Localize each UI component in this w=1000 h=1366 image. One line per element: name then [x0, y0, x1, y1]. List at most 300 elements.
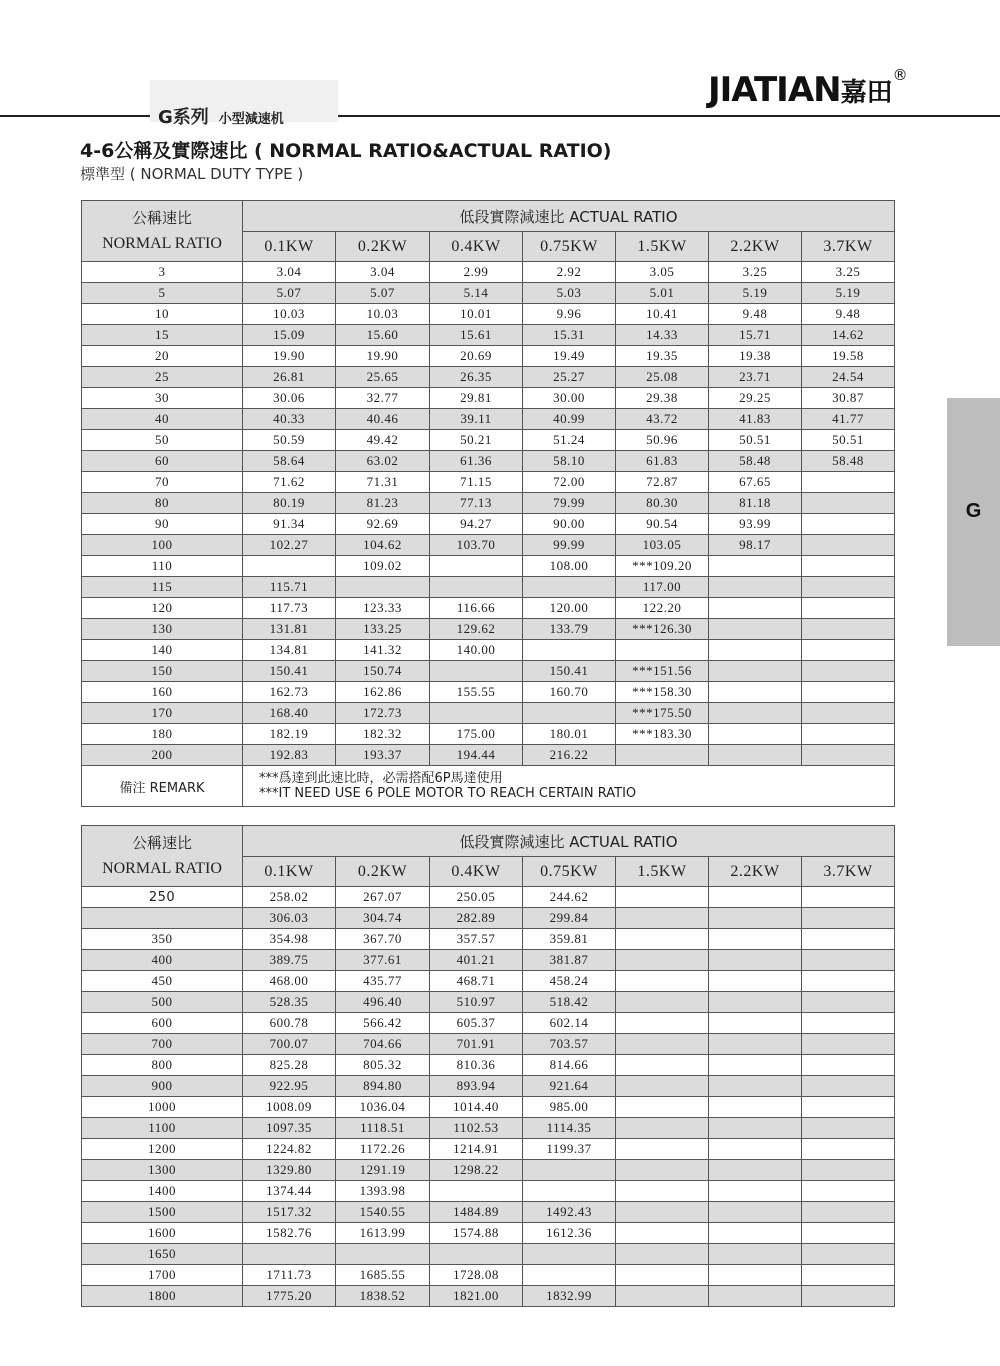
header-rule-right: [338, 115, 1000, 117]
actual-ratio-cell: 41.77: [802, 409, 895, 430]
actual-ratio-cell: [802, 745, 895, 766]
normal-ratio-cell: 110: [82, 556, 243, 577]
table-row: [82, 1055, 895, 1076]
actual-ratio-cell: 150.41: [523, 661, 616, 682]
actual-ratio-cell: 43.72: [616, 409, 709, 430]
actual-ratio-cell: 117.00: [616, 577, 709, 598]
actual-ratio-cell: 25.08: [616, 367, 709, 388]
actual-ratio-cell: 805.32: [336, 1055, 430, 1076]
actual-ratio-cell: [709, 1286, 802, 1307]
actual-ratio-cell: 41.83: [709, 409, 802, 430]
actual-ratio-cell: 1582.76: [243, 1223, 336, 1244]
brand-logo: [708, 66, 907, 110]
actual-ratio-cell: 3.25: [709, 262, 802, 283]
actual-ratio-cell: [802, 950, 895, 971]
actual-ratio-cell: [802, 1034, 895, 1055]
table-row: [82, 451, 895, 472]
actual-ratio-cell: 3.25: [802, 262, 895, 283]
actual-ratio-cell: 29.38: [616, 388, 709, 409]
actual-ratio-cell: 703.57: [523, 1034, 616, 1055]
table-row: [82, 493, 895, 514]
actual-ratio-cell: [802, 1244, 895, 1265]
actual-ratio-cell: 30.87: [802, 388, 895, 409]
actual-ratio-cell: ***151.56: [616, 661, 709, 682]
actual-ratio-cell: [709, 992, 802, 1013]
actual-ratio-cell: 50.21: [430, 430, 523, 451]
table-row: [82, 409, 895, 430]
actual-ratio-cell: 1097.35: [243, 1118, 336, 1139]
actual-ratio-cell: ***109.20: [616, 556, 709, 577]
actual-ratio-cell: [616, 1202, 709, 1223]
table-row: [82, 388, 895, 409]
table-row: [82, 598, 895, 619]
actual-ratio-cell: [709, 929, 802, 950]
actual-ratio-cell: 258.02: [243, 887, 336, 908]
actual-ratio-cell: [709, 1244, 802, 1265]
actual-ratio-cell: 182.19: [243, 724, 336, 745]
actual-ratio-cell: [802, 640, 895, 661]
actual-ratio-cell: 605.37: [430, 1013, 523, 1034]
actual-ratio-cell: [709, 724, 802, 745]
ratio-table-2-body: [82, 887, 895, 1307]
actual-ratio-cell: [616, 908, 709, 929]
actual-ratio-cell: 58.48: [802, 451, 895, 472]
actual-ratio-cell: 985.00: [523, 1097, 616, 1118]
actual-ratio-cell: 81.23: [336, 493, 430, 514]
actual-ratio-cell: [709, 1097, 802, 1118]
actual-ratio-cell: 5.03: [523, 283, 616, 304]
actual-ratio-cell: [709, 1076, 802, 1097]
actual-ratio-cell: [802, 971, 895, 992]
actual-ratio-cell: 19.58: [802, 346, 895, 367]
actual-ratio-cell: 5.14: [430, 283, 523, 304]
actual-ratio-cell: [430, 1244, 523, 1265]
actual-ratio-cell: 19.90: [336, 346, 430, 367]
table-row: [82, 1076, 895, 1097]
actual-ratio-cell: 528.35: [243, 992, 336, 1013]
actual-ratio-cell: [616, 1223, 709, 1244]
normal-ratio-cell: 40: [82, 409, 243, 430]
normal-ratio-cell: 60: [82, 451, 243, 472]
actual-ratio-cell: 10.01: [430, 304, 523, 325]
actual-ratio-cell: [336, 1244, 430, 1265]
actual-ratio-cell: [709, 661, 802, 682]
actual-ratio-cell: 49.42: [336, 430, 430, 451]
power-header: 3.7KW: [802, 232, 895, 262]
actual-ratio-cell: 19.90: [243, 346, 336, 367]
table-row: [82, 992, 895, 1013]
actual-ratio-cell: [802, 1076, 895, 1097]
table-row: [82, 367, 895, 388]
actual-ratio-cell: 50.51: [802, 430, 895, 451]
actual-ratio-cell: 15.71: [709, 325, 802, 346]
actual-ratio-cell: [616, 1055, 709, 1076]
actual-ratio-cell: 80.30: [616, 493, 709, 514]
table-row: [82, 619, 895, 640]
actual-ratio-cell: 1199.37: [523, 1139, 616, 1160]
actual-ratio-cell: [243, 1244, 336, 1265]
actual-ratio-cell: 58.10: [523, 451, 616, 472]
actual-ratio-cell: 92.69: [336, 514, 430, 535]
actual-ratio-cell: 216.22: [523, 745, 616, 766]
actual-ratio-cell: [430, 556, 523, 577]
normal-ratio-cell: 1100: [82, 1118, 243, 1139]
actual-ratio-cell: [709, 1034, 802, 1055]
actual-ratio-cell: 134.81: [243, 640, 336, 661]
actual-ratio-cell: 1298.22: [430, 1160, 523, 1181]
actual-ratio-cell: [709, 971, 802, 992]
actual-ratio-cell: 162.86: [336, 682, 430, 703]
actual-ratio-cell: [616, 1118, 709, 1139]
power-header: 0.1KW: [243, 857, 336, 887]
actual-ratio-cell: [523, 1265, 616, 1286]
normal-ratio-cell: 90: [82, 514, 243, 535]
actual-ratio-cell: 810.36: [430, 1055, 523, 1076]
actual-ratio-cell: 468.71: [430, 971, 523, 992]
normal-ratio-cell: 1800: [82, 1286, 243, 1307]
actual-ratio-cell: 1291.19: [336, 1160, 430, 1181]
actual-ratio-cell: 1484.89: [430, 1202, 523, 1223]
actual-ratio-cell: 510.97: [430, 992, 523, 1013]
power-header: 0.2KW: [336, 857, 430, 887]
normal-ratio-cell: 400: [82, 950, 243, 971]
actual-ratio-cell: 26.81: [243, 367, 336, 388]
actual-ratio-cell: 10.41: [616, 304, 709, 325]
normal-ratio-cell: 1600: [82, 1223, 243, 1244]
actual-ratio-cell: 26.35: [430, 367, 523, 388]
actual-ratio-cell: 50.59: [243, 430, 336, 451]
normal-ratio-cell: 450: [82, 971, 243, 992]
actual-ratio-cell: 40.99: [523, 409, 616, 430]
actual-ratio-cell: 40.33: [243, 409, 336, 430]
actual-ratio-cell: 108.00: [523, 556, 616, 577]
table-row: [82, 472, 895, 493]
actual-ratio-cell: 825.28: [243, 1055, 336, 1076]
actual-ratio-cell: 922.95: [243, 1076, 336, 1097]
actual-ratio-cell: 267.07: [336, 887, 430, 908]
actual-ratio-cell: 90.00: [523, 514, 616, 535]
normal-ratio-cell: 70: [82, 472, 243, 493]
actual-ratio-cell: [616, 1286, 709, 1307]
normal-ratio-cell: [82, 908, 243, 929]
actual-ratio-cell: [616, 992, 709, 1013]
actual-ratio-cell: 192.83: [243, 745, 336, 766]
actual-ratio-cell: 15.31: [523, 325, 616, 346]
normal-ratio-cell: 120: [82, 598, 243, 619]
table-row: [82, 682, 895, 703]
actual-ratio-cell: 20.69: [430, 346, 523, 367]
power-header: 0.75KW: [523, 232, 616, 262]
brand-name: JIATIAN: [708, 70, 841, 110]
table-row: [82, 1223, 895, 1244]
actual-ratio-cell: [616, 929, 709, 950]
actual-ratio-cell: [523, 577, 616, 598]
actual-ratio-cell: 306.03: [243, 908, 336, 929]
table-row: [82, 1139, 895, 1160]
actual-ratio-cell: 9.96: [523, 304, 616, 325]
actual-ratio-cell: 3.04: [336, 262, 430, 283]
table-row: [82, 430, 895, 451]
normal-ratio-cell: 115: [82, 577, 243, 598]
actual-ratio-header: 低段實際減速比 ACTUAL RATIO: [243, 826, 895, 857]
actual-ratio-cell: 99.99: [523, 535, 616, 556]
actual-ratio-cell: 1685.55: [336, 1265, 430, 1286]
actual-ratio-cell: 150.41: [243, 661, 336, 682]
actual-ratio-cell: [616, 971, 709, 992]
actual-ratio-cell: 304.74: [336, 908, 430, 929]
actual-ratio-cell: [802, 493, 895, 514]
table-row: [82, 887, 895, 908]
normal-ratio-cell: 700: [82, 1034, 243, 1055]
normal-ratio-cell: 1650: [82, 1244, 243, 1265]
actual-ratio-cell: 133.25: [336, 619, 430, 640]
actual-ratio-cell: [709, 908, 802, 929]
actual-ratio-cell: 129.62: [430, 619, 523, 640]
series-title-main: G系列: [158, 107, 209, 128]
actual-ratio-cell: 15.61: [430, 325, 523, 346]
actual-ratio-cell: 1711.73: [243, 1265, 336, 1286]
actual-ratio-cell: [802, 1139, 895, 1160]
actual-ratio-cell: 1832.99: [523, 1286, 616, 1307]
section-title: 4-6公稱及實際速比 ( NORMAL RATIO&ACTUAL RATIO): [80, 140, 612, 162]
actual-ratio-cell: 15.09: [243, 325, 336, 346]
actual-ratio-cell: [709, 640, 802, 661]
actual-ratio-cell: [802, 661, 895, 682]
actual-ratio-cell: 401.21: [430, 950, 523, 971]
normal-ratio-cell: 1300: [82, 1160, 243, 1181]
table-row: [82, 1244, 895, 1265]
actual-ratio-cell: 63.02: [336, 451, 430, 472]
actual-ratio-cell: 2.99: [430, 262, 523, 283]
table-row: [82, 283, 895, 304]
actual-ratio-cell: 32.77: [336, 388, 430, 409]
actual-ratio-cell: [802, 598, 895, 619]
normal-ratio-cell: 170: [82, 703, 243, 724]
actual-ratio-cell: 102.27: [243, 535, 336, 556]
normal-ratio-header-en: NORMAL RATIO: [102, 235, 222, 252]
normal-ratio-cell: 500: [82, 992, 243, 1013]
actual-ratio-cell: ***158.30: [616, 682, 709, 703]
actual-ratio-cell: 1008.09: [243, 1097, 336, 1118]
actual-ratio-cell: [709, 1055, 802, 1076]
actual-ratio-cell: 103.70: [430, 535, 523, 556]
actual-ratio-cell: 19.49: [523, 346, 616, 367]
power-header: 1.5KW: [616, 232, 709, 262]
actual-ratio-cell: 5.07: [243, 283, 336, 304]
actual-ratio-cell: 67.65: [709, 472, 802, 493]
actual-ratio-cell: [709, 1223, 802, 1244]
actual-ratio-cell: [802, 1160, 895, 1181]
actual-ratio-cell: [802, 1097, 895, 1118]
actual-ratio-cell: [616, 1160, 709, 1181]
actual-ratio-cell: [802, 703, 895, 724]
actual-ratio-cell: [616, 745, 709, 766]
actual-ratio-cell: 244.62: [523, 887, 616, 908]
actual-ratio-cell: 168.40: [243, 703, 336, 724]
ratio-table-1: [81, 200, 895, 807]
normal-ratio-cell: 20: [82, 346, 243, 367]
actual-ratio-cell: [709, 703, 802, 724]
table-row: [82, 304, 895, 325]
actual-ratio-cell: [616, 1097, 709, 1118]
remark-line-cn: ***爲達到此速比時，必需搭配6P馬達使用: [259, 771, 503, 786]
actual-ratio-cell: 9.48: [709, 304, 802, 325]
normal-ratio-header: [82, 826, 243, 887]
side-tab-label: G: [965, 500, 982, 522]
normal-ratio-header-cn: 公稱速比: [131, 834, 192, 852]
actual-ratio-cell: 5.19: [709, 283, 802, 304]
actual-ratio-cell: [802, 619, 895, 640]
table-row: [82, 745, 895, 766]
actual-ratio-cell: [709, 598, 802, 619]
actual-ratio-cell: 1728.08: [430, 1265, 523, 1286]
actual-ratio-cell: 435.77: [336, 971, 430, 992]
actual-ratio-cell: 814.66: [523, 1055, 616, 1076]
actual-ratio-cell: 141.32: [336, 640, 430, 661]
actual-ratio-cell: 180.01: [523, 724, 616, 745]
actual-ratio-cell: 79.99: [523, 493, 616, 514]
ratio-table-2: [81, 825, 895, 1307]
actual-ratio-cell: 701.91: [430, 1034, 523, 1055]
actual-ratio-cell: 98.17: [709, 535, 802, 556]
actual-ratio-cell: 24.54: [802, 367, 895, 388]
normal-ratio-cell: 80: [82, 493, 243, 514]
actual-ratio-cell: 1036.04: [336, 1097, 430, 1118]
actual-ratio-cell: 77.13: [430, 493, 523, 514]
actual-ratio-cell: 282.89: [430, 908, 523, 929]
actual-ratio-cell: 458.24: [523, 971, 616, 992]
actual-ratio-cell: [802, 1202, 895, 1223]
actual-ratio-cell: 103.05: [616, 535, 709, 556]
actual-ratio-cell: [802, 472, 895, 493]
actual-ratio-cell: 5.19: [802, 283, 895, 304]
actual-ratio-cell: 91.34: [243, 514, 336, 535]
actual-ratio-cell: 90.54: [616, 514, 709, 535]
normal-ratio-cell: 180: [82, 724, 243, 745]
actual-ratio-cell: ***126.30: [616, 619, 709, 640]
actual-ratio-cell: [709, 577, 802, 598]
actual-ratio-cell: 162.73: [243, 682, 336, 703]
actual-ratio-cell: 1574.88: [430, 1223, 523, 1244]
actual-ratio-cell: [616, 1076, 709, 1097]
actual-ratio-cell: 1214.91: [430, 1139, 523, 1160]
remark-line-en: ***IT NEED USE 6 POLE MOTOR TO REACH CERTAIN RATIO: [259, 786, 637, 801]
remark-text: [243, 766, 895, 807]
normal-ratio-cell: 350: [82, 929, 243, 950]
actual-ratio-cell: [709, 556, 802, 577]
normal-ratio-cell: 160: [82, 682, 243, 703]
normal-ratio-cell: 3: [82, 262, 243, 283]
table-row: [82, 703, 895, 724]
normal-ratio-cell: 130: [82, 619, 243, 640]
actual-ratio-cell: [802, 577, 895, 598]
actual-ratio-cell: 1775.20: [243, 1286, 336, 1307]
actual-ratio-cell: [709, 1202, 802, 1223]
power-header: 0.1KW: [243, 232, 336, 262]
actual-ratio-cell: 194.44: [430, 745, 523, 766]
actual-ratio-cell: 1172.26: [336, 1139, 430, 1160]
actual-ratio-cell: 50.51: [709, 430, 802, 451]
actual-ratio-cell: 133.79: [523, 619, 616, 640]
actual-ratio-cell: [709, 1139, 802, 1160]
actual-ratio-cell: 182.32: [336, 724, 430, 745]
actual-ratio-cell: 71.31: [336, 472, 430, 493]
actual-ratio-cell: [430, 703, 523, 724]
table-row: [82, 1118, 895, 1139]
actual-ratio-cell: [709, 1118, 802, 1139]
table-row: [82, 514, 895, 535]
actual-ratio-cell: [802, 514, 895, 535]
actual-ratio-cell: 1821.00: [430, 1286, 523, 1307]
table-row: [82, 1181, 895, 1202]
actual-ratio-cell: 3.04: [243, 262, 336, 283]
actual-ratio-cell: 10.03: [243, 304, 336, 325]
actual-ratio-cell: 468.00: [243, 971, 336, 992]
actual-ratio-cell: 71.62: [243, 472, 336, 493]
actual-ratio-cell: 51.24: [523, 430, 616, 451]
table-row: [82, 325, 895, 346]
series-title: [158, 103, 284, 129]
actual-ratio-cell: [616, 1139, 709, 1160]
actual-ratio-cell: [709, 1160, 802, 1181]
actual-ratio-cell: 71.15: [430, 472, 523, 493]
actual-ratio-cell: [616, 1034, 709, 1055]
actual-ratio-cell: 700.07: [243, 1034, 336, 1055]
actual-ratio-cell: 117.73: [243, 598, 336, 619]
actual-ratio-cell: 14.62: [802, 325, 895, 346]
actual-ratio-cell: 602.14: [523, 1013, 616, 1034]
actual-ratio-cell: [523, 1160, 616, 1181]
actual-ratio-cell: [802, 887, 895, 908]
table-row: [82, 1013, 895, 1034]
actual-ratio-cell: 600.78: [243, 1013, 336, 1034]
registered-mark: ®: [892, 66, 907, 84]
actual-ratio-cell: 131.81: [243, 619, 336, 640]
actual-ratio-cell: 1838.52: [336, 1286, 430, 1307]
actual-ratio-cell: [616, 887, 709, 908]
actual-ratio-cell: 123.33: [336, 598, 430, 619]
actual-ratio-cell: 15.60: [336, 325, 430, 346]
actual-ratio-cell: [802, 1055, 895, 1076]
actual-ratio-cell: 1102.53: [430, 1118, 523, 1139]
table-row: [82, 535, 895, 556]
section-side-tab: [947, 398, 1000, 646]
actual-ratio-cell: 19.38: [709, 346, 802, 367]
actual-ratio-cell: [523, 1181, 616, 1202]
actual-ratio-cell: [616, 950, 709, 971]
actual-ratio-cell: [616, 1244, 709, 1265]
table-row: [82, 908, 895, 929]
normal-ratio-cell: 15: [82, 325, 243, 346]
power-header: 3.7KW: [802, 857, 895, 887]
actual-ratio-cell: 104.62: [336, 535, 430, 556]
table-row: [82, 640, 895, 661]
actual-ratio-cell: 1329.80: [243, 1160, 336, 1181]
actual-ratio-cell: 58.48: [709, 451, 802, 472]
actual-ratio-cell: 5.07: [336, 283, 430, 304]
actual-ratio-cell: [802, 724, 895, 745]
actual-ratio-cell: 3.05: [616, 262, 709, 283]
actual-ratio-header: 低段實際減速比 ACTUAL RATIO: [243, 201, 895, 232]
table-row: [82, 1097, 895, 1118]
actual-ratio-cell: 150.74: [336, 661, 430, 682]
normal-ratio-cell: 25: [82, 367, 243, 388]
actual-ratio-cell: 1613.99: [336, 1223, 430, 1244]
table-row: [82, 577, 895, 598]
actual-ratio-cell: [802, 1118, 895, 1139]
actual-ratio-cell: 377.61: [336, 950, 430, 971]
header-rule-left: [0, 115, 150, 117]
